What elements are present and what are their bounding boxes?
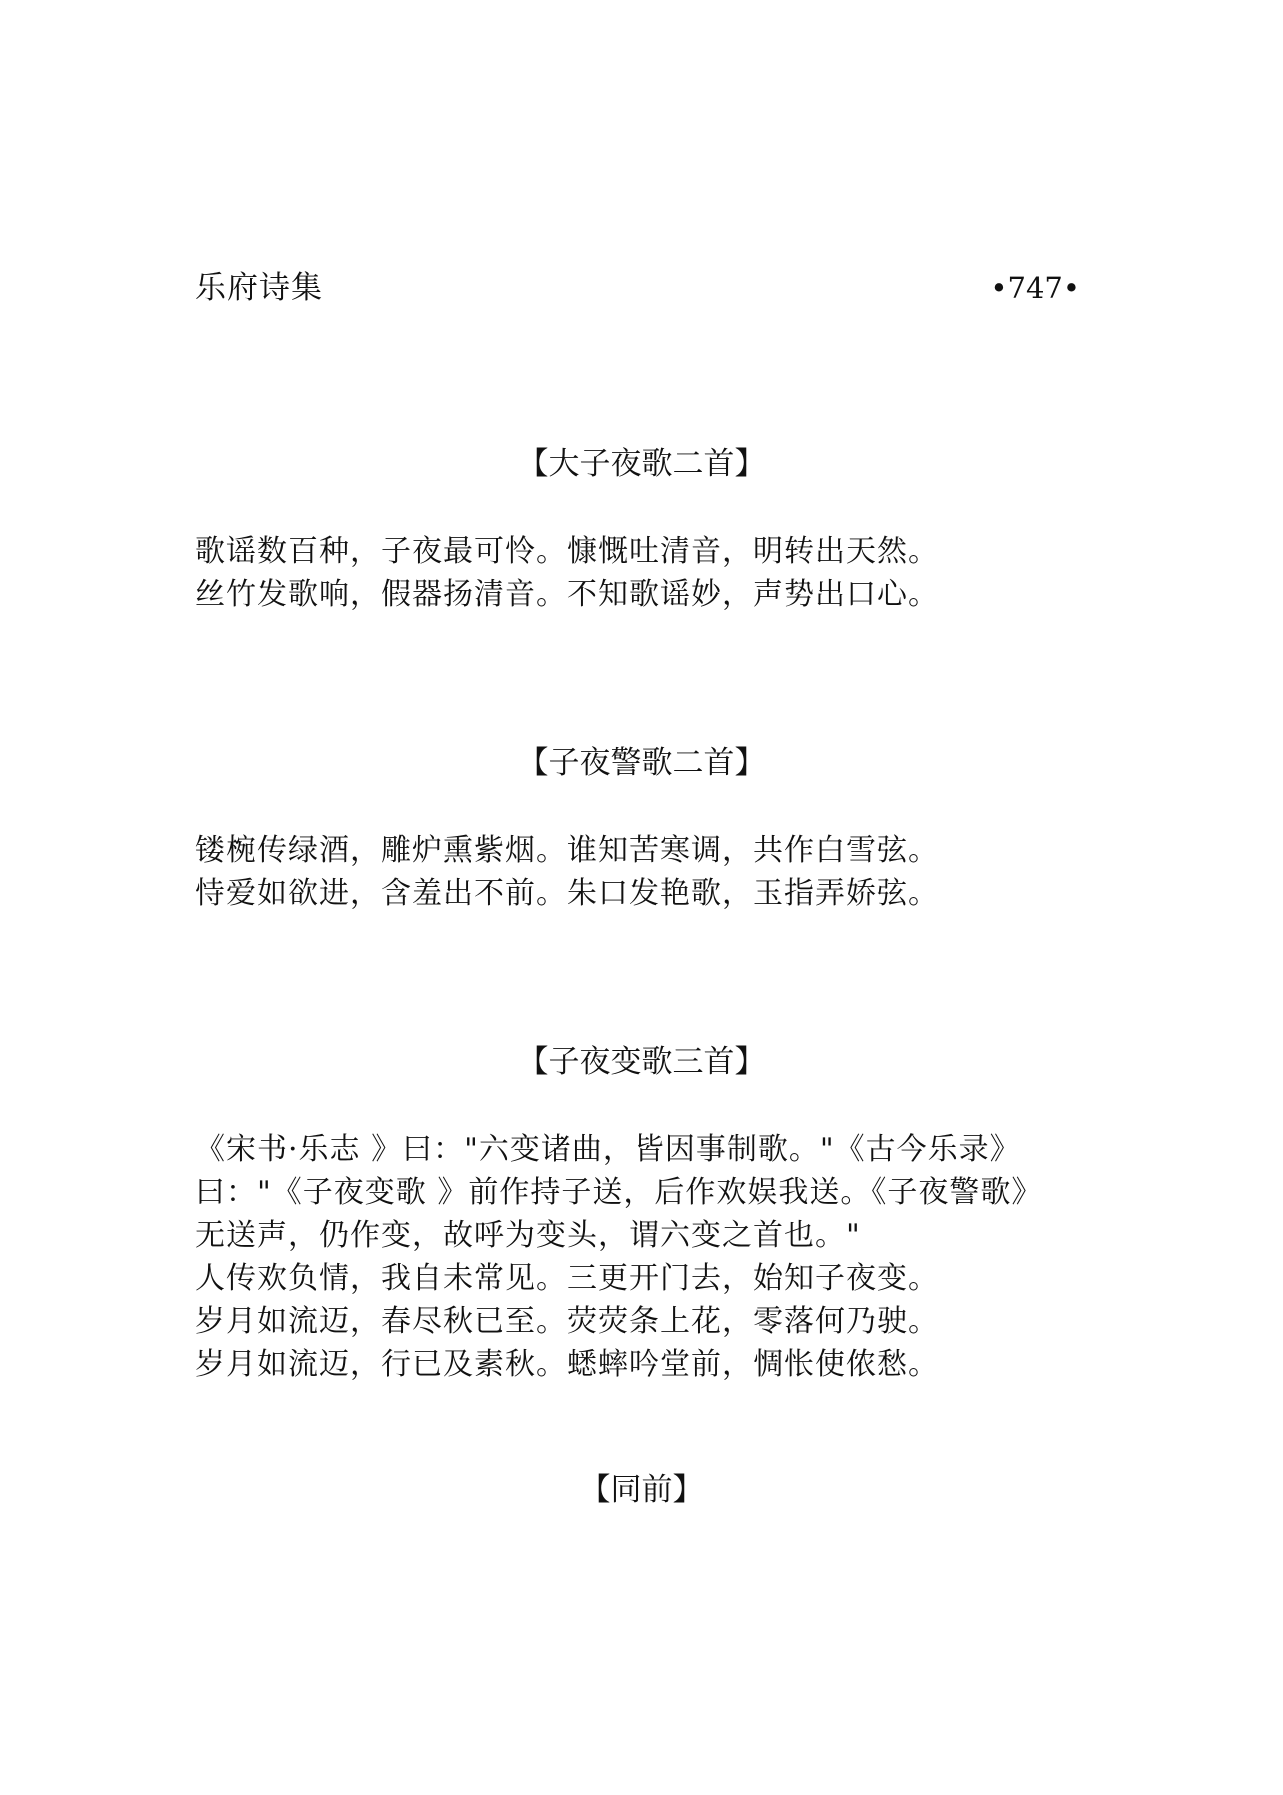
preface-line: 无送声，仍作变，故呼为变头，谓六变之首也。" (195, 1218, 861, 1253)
poem-line: 镂椀传绿酒，雕炉熏紫烟。谁知苦寒调，共作白雪弦。 (195, 833, 939, 868)
section-title-tongqian: 【同前】 (579, 1472, 704, 1508)
preface-line: 曰："《子夜变歌 》前作持子送，后作欢娱我送。《子夜警歌》 (195, 1175, 1043, 1210)
poem-block-da-ziye-ge (195, 530, 1095, 616)
section-title-ziye-biange: 【子夜变歌三首】 (517, 1044, 766, 1080)
poem-block-ziye-biange (195, 1128, 1095, 1386)
poem-line: 人传欢负情，我自未常见。三更开门去，始知子夜变。 (195, 1261, 939, 1296)
section-title-ziye-jingge: 【子夜警歌二首】 (517, 745, 766, 781)
poem-line: 恃爱如欲进，含羞出不前。朱口发艳歌，玉指弄娇弦。 (195, 876, 939, 911)
poem-line: 岁月如流迈，行已及素秋。蟋蟀吟堂前，惆怅使侬愁。 (195, 1347, 939, 1382)
book-title: 乐府诗集 (195, 270, 323, 306)
poem-block-ziye-jingge (195, 829, 1095, 915)
poem-line: 歌谣数百种，子夜最可怜。慷慨吐清音，明转出天然。 (195, 534, 939, 569)
page-number: •747• (990, 271, 1080, 305)
poem-line: 岁月如流迈，春尽秋已至。荧荧条上花，零落何乃驶。 (195, 1304, 939, 1339)
poem-line: 丝竹发歌响，假器扬清音。不知歌谣妙，声势出口心。 (195, 577, 939, 612)
section-title-da-ziye-ge: 【大子夜歌二首】 (517, 446, 766, 482)
preface-line: 《宋书·乐志 》曰："六变诸曲，皆因事制歌。"《古今乐录》 (195, 1132, 1021, 1167)
